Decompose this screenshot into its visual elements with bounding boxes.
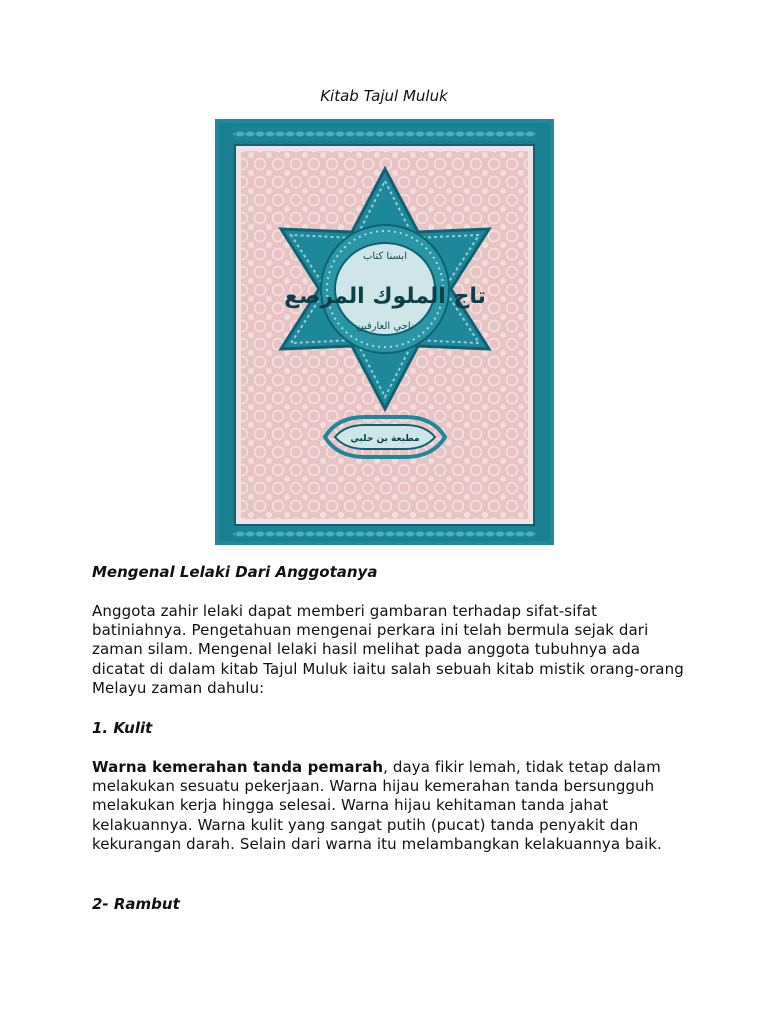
document-title: Kitab Tajul Muluk [320, 87, 448, 105]
kulit-paragraph [92, 758, 692, 854]
kulit-bold-lead: Warna kemerahan tanda pemarah [92, 758, 384, 776]
item-heading-rambut: 2- Rambut [92, 895, 180, 913]
cover-publisher: مطبعة بن حلبي [350, 434, 420, 444]
kulit-body-text: , daya fikir lemah, tidak tetap dalam melakukan sesuatu pekerjaan. Warna hijau kemerahan tanda bersungguh melakukan kerja hingga selesai. Warna hijau kehitaman tanda jahat kelakuannya. Warna kulit yang sangat putih (pucat) tanda penyakit dan kekurangan darah. Selain dari warna itu melambangkan kelakuannya baik. [92, 758, 662, 853]
item-heading-kulit: 1. Kulit [92, 719, 153, 737]
section-heading: Mengenal Lelaki Dari Anggotanya [92, 563, 378, 581]
cover-arabic-top: ابسنا كتاب [363, 251, 407, 262]
cover-arabic-title: تاج الملوك المرصع [284, 284, 486, 309]
book-cover-image [215, 119, 554, 545]
cover-arabic-subtitle: ناجي العارفين [356, 321, 414, 332]
intro-paragraph: Anggota zahir lelaki dapat memberi gambaran terhadap sifat-sifat batiniahnya. Pengetahuan mengenai perkara ini telah bermula sejak dari zaman silam. Mengenal lelaki hasil melihat pada anggota tubuhnya ada dicatat di dalam kitab Tajul Muluk iaitu salah sebuah kitab mistik orang-orang Melayu zaman dahulu: [92, 602, 684, 697]
